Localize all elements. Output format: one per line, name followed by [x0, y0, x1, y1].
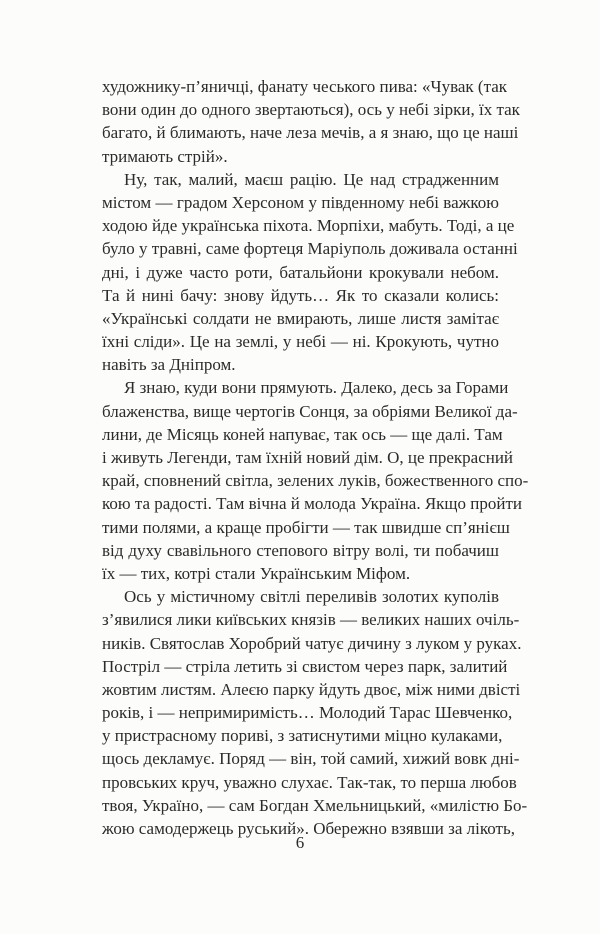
text-line: у пристрасному пориві, з затиснутими міцно кулаками,: [102, 726, 503, 746]
text-line: Та й нині бачу: знову йдуть… Як то сказали колись:: [102, 285, 499, 305]
text-line: щось декламує. Поряд — він, той самий, хижий вовк дні-: [102, 749, 520, 769]
text-line: ників. Святослав Хоробрий чатує дичину з луком у руках.: [102, 633, 522, 653]
text-line: і живуть Легенди, там їхній новий дім. О, це прекрасний: [102, 448, 514, 467]
text-line: лини, де Місяць коней напуває, так ось — ще далі. Там: [102, 424, 503, 444]
page-number: 6: [295, 833, 305, 852]
text-line: з’явилися лики київських князів — великих наших очіль-: [102, 610, 520, 630]
text-line: ходою йде українська піхота. Морпіхи, мабуть. Тоді, а це: [102, 216, 515, 236]
text-line: їх — тих, котрі стали Українським Міфом.: [102, 563, 411, 583]
body-text: [102, 75, 529, 840]
text-line: блаженства, вище чертогів Сонця, за обріями Великої да-: [102, 401, 518, 421]
text-line: від духу свавільного степового вітру волі, ти побачиш: [102, 540, 499, 560]
text-line: їхні сліди». Це на землі, у небі — ні. Крокують, чутно: [102, 332, 499, 352]
text-line: років, і — непримиримість… Молодий Тарас Шевченко,: [102, 703, 513, 723]
text-line: край, сповнений світла, зелених луків, божественного спо-: [102, 471, 529, 491]
text-line: кою та радості. Там вічна й молода Україна. Якщо пройти: [102, 494, 522, 514]
text-line: було у травні, саме фортеця Маріуполь доживала останні: [102, 239, 518, 259]
text-line: навіть за Дніпром.: [102, 355, 236, 375]
text-line: Постріл — стріла летить зі свистом через парк, залитий: [102, 656, 508, 676]
text-line: жовтим листям. Алеєю парку йдуть двоє, між ними двісті: [102, 679, 521, 699]
text-line: «Українські солдати не вмирають, лише листя замітає: [102, 308, 499, 328]
text-line: художнику-п’яничці, фанату чеського пива: «Чувак (так: [102, 77, 508, 96]
text-line: багато, й блимають, наче леза мечів, а я знаю, що це наші: [102, 123, 519, 143]
text-line: Ось у містичному світлі переливів золотих куполів: [124, 587, 499, 607]
text-line: провських круч, уважно слухає. Так-так, то перша любов: [102, 772, 517, 792]
text-line: тими полями, а краще пробігти — так швидше сп’янієш: [102, 517, 510, 537]
text-line: тримають стрій».: [102, 146, 228, 166]
text-line: твоя, Україно, — сам Богдан Хмельницький, «милістю Бо-: [102, 795, 528, 815]
text-line: Ну, так, малий, маєш рацію. Це над страдженним: [124, 169, 499, 189]
text-line: жою самодержець руський». Обережно взявши за лікоть,: [102, 819, 515, 838]
text-line: дні, і дуже часто роти, батальйони крокували небом.: [102, 262, 499, 282]
text-line: вони один до одного звертаються), ось у небі зірки, їх так: [102, 100, 520, 120]
text-line: Я знаю, куди вони прямують. Далеко, десь за Горами: [124, 378, 509, 398]
text-line: містом — градом Херсоном у південному небі важкою: [102, 192, 499, 212]
